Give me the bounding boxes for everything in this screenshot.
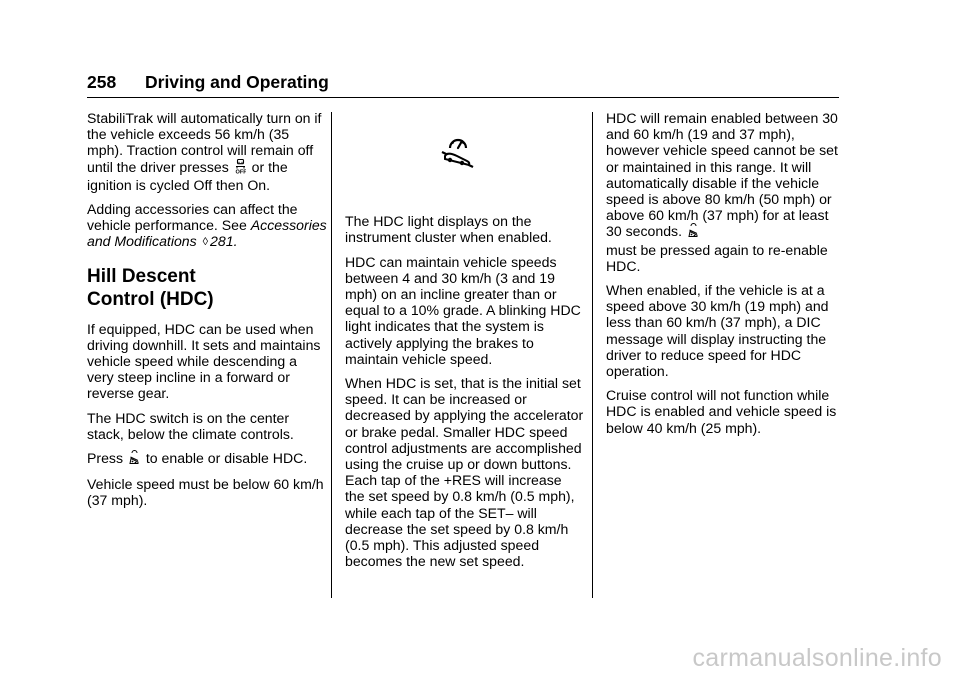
paragraph: [87, 110, 327, 193]
paragraph-text: Adding accessories can affect the vehicle performance. See: [87, 201, 298, 234]
period: .: [233, 233, 238, 250]
paragraph: The HDC switch is on the center stack, below the climate controls.: [87, 409, 294, 442]
page-reference-icon: ◊: [202, 236, 209, 249]
paragraph-text: to enable or disable HDC.: [145, 450, 308, 467]
hill-descent-control-icon: [440, 132, 585, 171]
svg-text:OFF: OFF: [235, 169, 246, 174]
paragraph: [87, 450, 327, 468]
page-header: [87, 71, 839, 98]
paragraph-text: must be pressed again to re-enable HDC.: [606, 241, 828, 274]
paragraph-text: StabiliTrak will automatically turn on if the vehicle exceeds 56 km/h (35 mph). Traction control will remain off until the driver presses: [87, 110, 322, 175]
watermark: carmanualsonline.info: [692, 644, 942, 672]
paragraph-text: HDC will remain enabled between 30 and 60 km/h (19 and 37 mph), however vehicle speed cannot be set or maintained in this range. It will automatically disable if the vehicle speed is above 80 km/h (50 mph) or above 60 km/h (37 mph) for at least 30 seconds.: [606, 110, 838, 240]
paragraph: When enabled, if the vehicle is at a speed above 30 km/h (19 mph) and less than 60 km/h (37 mph), a DIC message will display instructing the driver to reduce speed for HDC operation.: [606, 282, 829, 380]
hill-descent-control-icon: [688, 223, 699, 241]
hill-descent-control-icon: [129, 450, 140, 468]
column-middle: [345, 110, 585, 577]
column-left: [87, 110, 327, 517]
column-right: [606, 110, 846, 444]
page-number: 258: [87, 72, 117, 92]
paragraph: When HDC is set, that is the initial set speed. It can be increased or decreased by applying the accelerator or brake pedal. Smaller HDC speed control adjustments are accomplished using the cruise up or down buttons. Each tap of the +RES will increase the set speed by 0.8 km/h (0.5 mph), while each tap of the SET– will decrease the set speed by 0.8 km/h (0.5 mph). This adjusted speed becomes the new set speed.: [345, 375, 584, 570]
paragraph: Cruise control will not function while HDC is enabled and vehicle speed is below 40 km/h (25 mph).: [606, 387, 837, 436]
column-divider: [592, 112, 593, 598]
section-heading: [87, 265, 327, 311]
paragraph: If equipped, HDC can be used when driving downhill. It sets and maintains vehicle speed while descending a very steep incline in a forward or reverse gear.: [87, 320, 321, 402]
paragraph: The HDC light displays on the instrument cluster when enabled.: [345, 213, 552, 246]
paragraph: [606, 110, 846, 274]
paragraph: [87, 201, 327, 251]
paragraph: Vehicle speed must be below 60 km/h (37 mph).: [87, 476, 324, 509]
column-divider: [331, 112, 332, 598]
paragraph-text: or the ignition is cycled Off then On.: [87, 158, 288, 193]
cross-reference-link[interactable]: Accessories and Modifications: [87, 217, 327, 250]
paragraph: HDC can maintain vehicle speeds between 4 and 30 km/h (3 and 19 mph) on an incline greater than or equal to a 10% grade. A blinking HDC light indicates that the system is actively applying the brakes to maintain vehicle speed.: [345, 253, 581, 367]
heading-line: Control (HDC): [87, 288, 214, 310]
section-title: Driving and Operating: [145, 72, 329, 92]
paragraph-text: Press: [87, 450, 124, 467]
traction-control-icon: [235, 159, 246, 177]
heading-line: Hill Descent: [87, 265, 196, 287]
page-reference-number[interactable]: 281: [210, 233, 234, 250]
